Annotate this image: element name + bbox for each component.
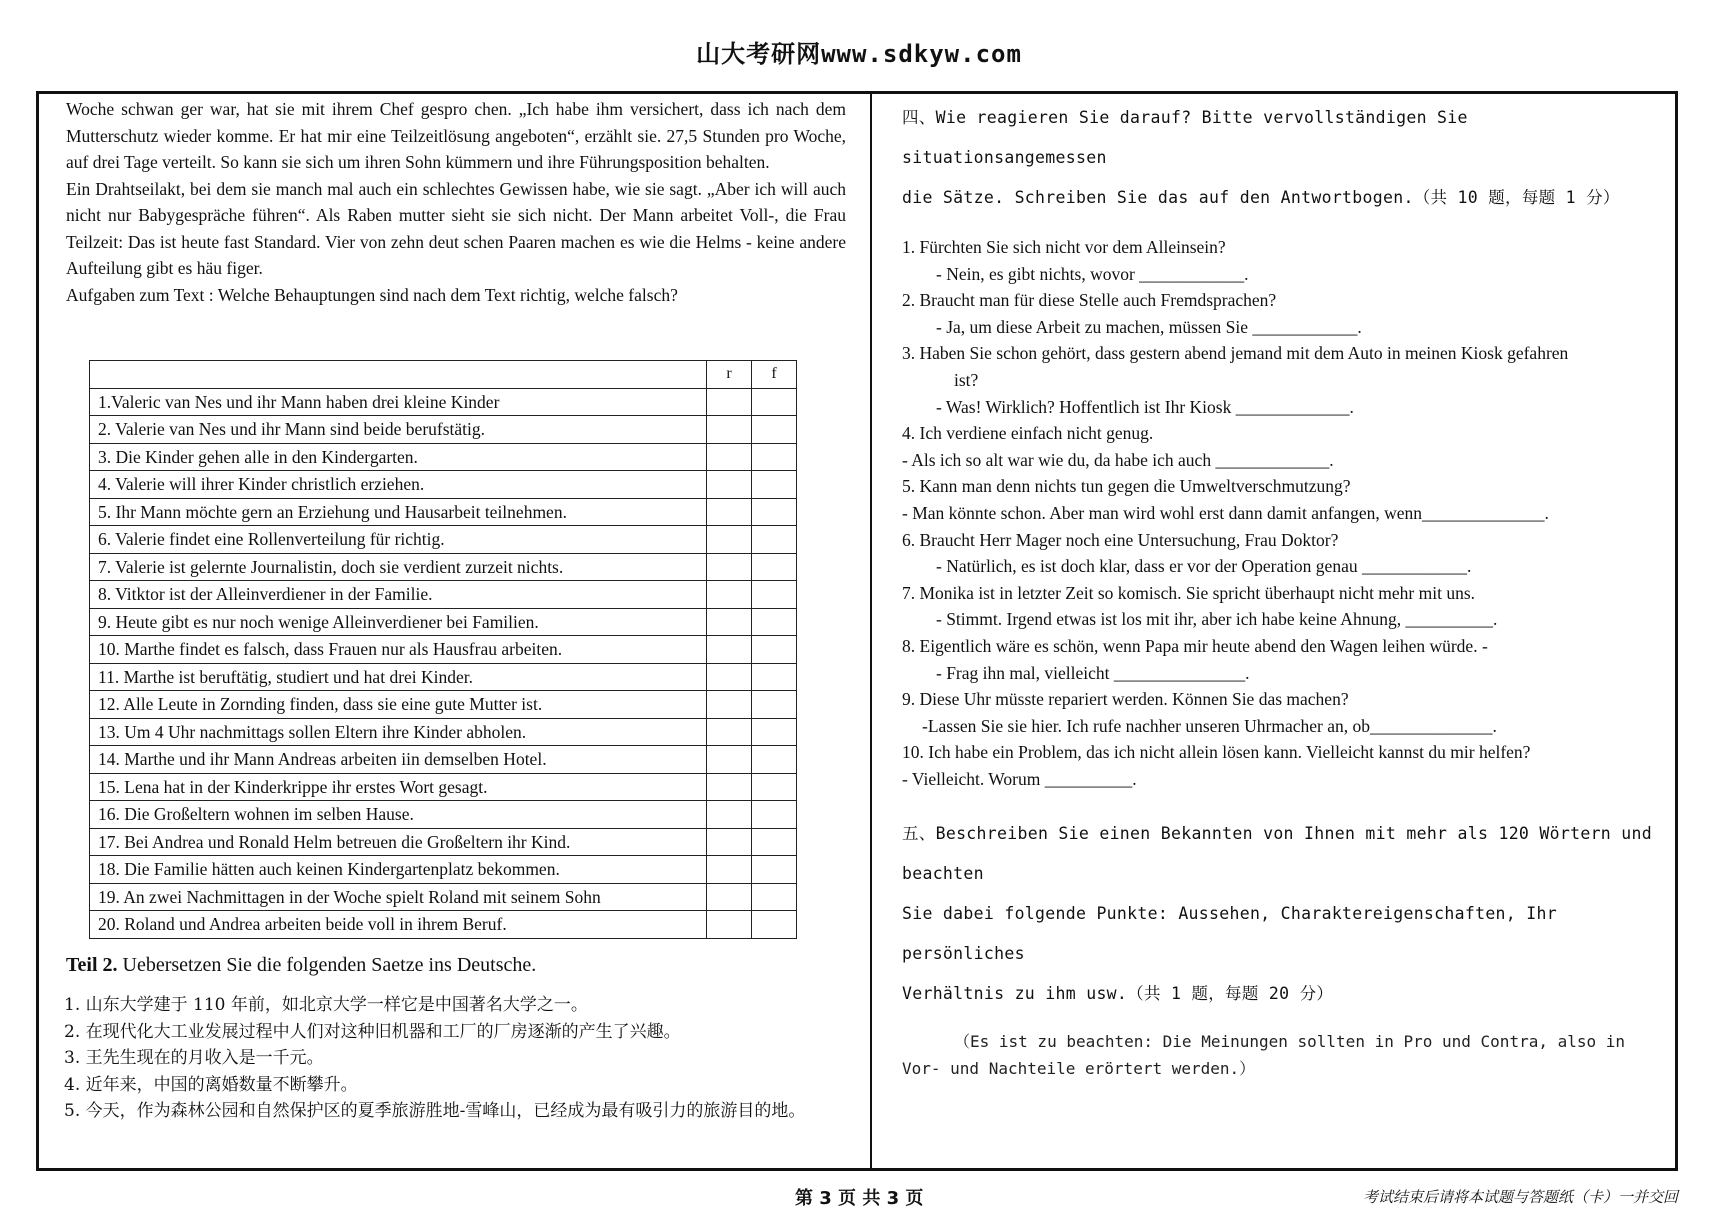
question-line: - Als ich so alt war wie du, da habe ich auch _____________. <box>902 449 1334 470</box>
falsch-answer-cell[interactable] <box>752 581 797 609</box>
falsch-answer-cell[interactable] <box>752 443 797 471</box>
table-row <box>90 746 797 774</box>
translation-item: 3. 王先生现在的月收入是一千元。 <box>64 1048 324 1068</box>
falsch-answer-cell[interactable] <box>752 718 797 746</box>
table-row <box>90 883 797 911</box>
task-instruction: Aufgaben zum Text : Welche Behauptungen sind nach dem Text richtig, welche falsch? <box>66 284 678 305</box>
table-header-row <box>90 361 797 389</box>
table-row <box>90 856 797 884</box>
richtig-answer-cell[interactable] <box>707 553 752 581</box>
translation-item: 5. 今天，作为森林公园和自然保护区的夏季旅游胜地-雪峰山，已经成为最有吸引力的旅游目的地。 <box>64 1101 806 1121</box>
falsch-answer-cell[interactable] <box>752 856 797 884</box>
statement-cell: 8. Vitktor ist der Alleinverdiener in der Familie. <box>90 581 707 609</box>
richtig-answer-cell[interactable] <box>707 718 752 746</box>
right-column <box>902 98 1672 1082</box>
translation-list <box>64 992 850 1125</box>
statement-cell: 7. Valerie ist gelernte Journalistin, doch sie verdient zurzeit nichts. <box>90 553 707 581</box>
falsch-answer-cell[interactable] <box>752 663 797 691</box>
table-row <box>90 718 797 746</box>
falsch-answer-cell[interactable] <box>752 471 797 499</box>
question-line: 4. Ich verdiene einfach nicht genug. <box>902 423 1154 444</box>
question-line: 5. Kann man denn nichts tun gegen die Umweltverschmutzung? <box>902 476 1351 497</box>
translation-item: 4. 近年来，中国的离婚数量不断攀升。 <box>64 1074 358 1095</box>
table-row <box>90 691 797 719</box>
question-line: - Was! Wirklich? Hoffentlich ist Ihr Kiosk _____________. <box>936 396 1354 417</box>
statement-cell: 3. Die Kinder gehen alle in den Kindergarten. <box>90 443 707 471</box>
falsch-answer-cell[interactable] <box>752 801 797 829</box>
richtig-answer-cell[interactable] <box>707 416 752 444</box>
table-row <box>90 471 797 499</box>
teil2-title: Uebersetzen Sie die folgenden Saetze ins Deutsche. <box>117 954 537 976</box>
statement-cell: 18. Die Familie hätten auch keinen Kindergartenplatz bekommen. <box>90 856 707 884</box>
richtig-answer-cell[interactable] <box>707 636 752 664</box>
statement-cell: 9. Heute gibt es nur noch wenige Alleinverdiener bei Familien. <box>90 608 707 636</box>
section-4-title-line2: die Sätze. Schreiben Sie das auf den Antwortbogen.（共 10 题，每题 1 分） <box>902 188 1620 207</box>
column-richtig-header: r <box>707 361 752 389</box>
table-row <box>90 388 797 416</box>
question-line: 9. Diese Uhr müsste repariert werden. Können Sie das machen? <box>902 689 1349 710</box>
table-row <box>90 553 797 581</box>
question-line: - Man könnte schon. Aber man wird wohl erst dann damit anfangen, wenn______________. <box>902 502 1549 523</box>
teil2-label: Teil 2. <box>66 954 118 976</box>
falsch-answer-cell[interactable] <box>752 773 797 801</box>
reading-paragraph-1: Woche schwan ger war, hat sie mit ihrem Chef gespro chen. „Ich habe ihm versichert, dass ich nach dem Mutterschutz wieder komme. Er hat mir eine Teilzeitlösung angeboten“, erzählt sie. 27,5 Stunden pro Woche, auf drei Tage verteilt. So kann sie sich um ihren Sohn kümmern und ihre Führungsposition behalten. <box>66 99 846 172</box>
column-falsch-header: f <box>752 361 797 389</box>
reading-paragraph-2: Ein Drahtseilakt, bei dem sie manch mal auch ein schlechtes Gewissen habe, wie sie sagt. „Aber ich will auch nicht nur Babygespräche führen“. Als Raben mutter sieht sie sich nicht. Der Mann arbeitet Voll-, die Frau Teilzeit: Das ist heute fast Standard. Vier von zehn deut schen Paaren machen es wie die Helms - keine andere Aufteilung gibt es häu figer. <box>66 178 846 278</box>
table-row <box>90 636 797 664</box>
question-line: 7. Monika ist in letzter Zeit so komisch. Sie spricht überhaupt nicht mehr mit uns. <box>902 582 1476 603</box>
richtig-answer-cell[interactable] <box>707 883 752 911</box>
statement-cell: 13. Um 4 Uhr nachmittags sollen Eltern ihre Kinder abholen. <box>90 718 707 746</box>
table-row <box>90 443 797 471</box>
table-row <box>90 526 797 554</box>
richtig-answer-cell[interactable] <box>707 773 752 801</box>
richtig-answer-cell[interactable] <box>707 443 752 471</box>
falsch-answer-cell[interactable] <box>752 608 797 636</box>
falsch-answer-cell[interactable] <box>752 553 797 581</box>
page-number: 第 3 页 共 3 页 <box>795 1188 924 1209</box>
statement-cell: 15. Lena hat in der Kinderkrippe ihr erstes Wort gesagt. <box>90 773 707 801</box>
statement-cell: 19. An zwei Nachmittagen in der Woche spielt Roland mit seinem Sohn <box>90 883 707 911</box>
table-row <box>90 581 797 609</box>
falsch-answer-cell[interactable] <box>752 636 797 664</box>
question-line: - Nein, es gibt nichts, wovor ____________. <box>936 263 1249 284</box>
table-row <box>90 828 797 856</box>
note-line2: Vor- und Nachteile erörtert werden.） <box>902 1059 1256 1079</box>
question-line: -Lassen Sie sie hier. Ich rufe nachher unseren Uhrmacher an, ob______________. <box>922 715 1497 736</box>
richtig-answer-cell[interactable] <box>707 471 752 499</box>
question-line: ist? <box>954 369 979 390</box>
statement-cell: 4. Valerie will ihrer Kinder christlich erziehen. <box>90 471 707 499</box>
submission-note: 考试结束后请将本试题与答题纸（卡）一并交回 <box>1362 1188 1678 1206</box>
richtig-answer-cell[interactable] <box>707 856 752 884</box>
question-line: 2. Braucht man für diese Stelle auch Fremdsprachen? <box>902 290 1277 311</box>
section-teil2-heading <box>66 954 536 977</box>
statement-header <box>90 361 707 389</box>
falsch-answer-cell[interactable] <box>752 911 797 939</box>
question-line: 8. Eigentlich wäre es schön, wenn Papa mir heute abend den Wagen leihen würde. - <box>902 635 1488 656</box>
richtig-answer-cell[interactable] <box>707 691 752 719</box>
falsch-answer-cell[interactable] <box>752 828 797 856</box>
richtig-answer-cell[interactable] <box>707 526 752 554</box>
statement-cell: 6. Valerie findet eine Rollenverteilung für richtig. <box>90 526 707 554</box>
column-divider <box>870 91 872 1171</box>
falsch-answer-cell[interactable] <box>752 388 797 416</box>
richtig-answer-cell[interactable] <box>707 663 752 691</box>
richtig-answer-cell[interactable] <box>707 581 752 609</box>
falsch-answer-cell[interactable] <box>752 498 797 526</box>
table-row <box>90 911 797 939</box>
statement-cell: 20. Roland und Andrea arbeiten beide voll in ihrem Beruf. <box>90 911 707 939</box>
section-5-title-line1: 五、Beschreiben Sie einen Bekannten von Ihnen mit mehr als 120 Wörtern und beachten <box>902 824 1652 884</box>
question-line: 10. Ich habe ein Problem, das ich nicht allein lösen kann. Vielleicht kannst du mir helfen? <box>902 742 1531 763</box>
section-4-title-line1: 四、Wie reagieren Sie darauf? Bitte vervollständigen Sie situationsangemessen <box>902 108 1468 167</box>
statement-cell: 14. Marthe und ihr Mann Andreas arbeiten iin demselben Hotel. <box>90 746 707 774</box>
falsch-answer-cell[interactable] <box>752 746 797 774</box>
falsch-answer-cell[interactable] <box>752 691 797 719</box>
statement-cell: 2. Valerie van Nes und ihr Mann sind beide berufstätig. <box>90 416 707 444</box>
site-header-title: 山大考研网www.sdkyw.com <box>696 40 1022 68</box>
section-5-title-line3: Verhältnis zu ihm usw.（共 1 题，每题 20 分） <box>902 984 1334 1004</box>
question-line: - Vielleicht. Worum __________. <box>902 768 1137 789</box>
question-line: 6. Braucht Herr Mager noch eine Untersuchung, Frau Doktor? <box>902 529 1339 550</box>
statement-cell: 17. Bei Andrea und Ronald Helm betreuen die Großeltern ihr Kind. <box>90 828 707 856</box>
translation-item: 1. 山东大学建于 110 年前，如北京大学一样它是中国著名大学之一。 <box>64 995 588 1015</box>
richtig-answer-cell[interactable] <box>707 911 752 939</box>
richtig-answer-cell[interactable] <box>707 746 752 774</box>
section-5-title-line2: Sie dabei folgende Punkte: Aussehen, Charaktereigenschaften, Ihr persönliches <box>902 904 1557 964</box>
question-line: - Frag ihn mal, vielleicht _______________. <box>936 662 1250 683</box>
table-row <box>90 416 797 444</box>
falsch-answer-cell[interactable] <box>752 883 797 911</box>
left-column <box>66 96 846 308</box>
table-row <box>90 773 797 801</box>
question-line: - Stimmt. Irgend etwas ist los mit ihr, aber ich habe keine Ahnung, __________. <box>936 609 1498 630</box>
statement-cell: 1.Valeric van Nes und ihr Mann haben drei kleine Kinder <box>90 388 707 416</box>
question-line: 3. Haben Sie schon gehört, dass gestern abend jemand mit dem Auto in meinen Kiosk gefahren <box>902 343 1569 364</box>
table-row <box>90 608 797 636</box>
richtig-answer-cell[interactable] <box>707 801 752 829</box>
question-list <box>902 234 1672 792</box>
statement-cell: 10. Marthe findet es falsch, dass Frauen nur als Hausfrau arbeiten. <box>90 636 707 664</box>
falsch-answer-cell[interactable] <box>752 416 797 444</box>
question-line: - Natürlich, es ist doch klar, dass er vor der Operation genau ____________. <box>936 556 1472 577</box>
table-row <box>90 801 797 829</box>
table-row <box>90 663 797 691</box>
richtig-answer-cell[interactable] <box>707 388 752 416</box>
statement-cell: 11. Marthe ist beruftätig, studiert und hat drei Kinder. <box>90 663 707 691</box>
note-line1: （Es ist zu beachten: Die Meinungen sollten in Pro und Contra, also in <box>954 1032 1626 1052</box>
richtig-answer-cell[interactable] <box>707 608 752 636</box>
richtig-answer-cell[interactable] <box>707 498 752 526</box>
falsch-answer-cell[interactable] <box>752 526 797 554</box>
richtig-answer-cell[interactable] <box>707 828 752 856</box>
statement-cell: 12. Alle Leute in Zornding finden, dass sie eine gute Mutter ist. <box>90 691 707 719</box>
statement-cell: 5. Ihr Mann möchte gern an Erziehung und Hausarbeit teilnehmen. <box>90 498 707 526</box>
table-row <box>90 498 797 526</box>
question-line: 1. Fürchten Sie sich nicht vor dem Alleinsein? <box>902 237 1226 257</box>
true-false-table <box>89 360 797 939</box>
question-line: - Ja, um diese Arbeit zu machen, müssen Sie ____________. <box>936 316 1362 337</box>
translation-item: 2. 在现代化大工业发展过程中人们对这种旧机器和工厂的厂房逐渐的产生了兴趣。 <box>64 1021 681 1042</box>
statement-cell: 16. Die Großeltern wohnen im selben Hause. <box>90 801 707 829</box>
